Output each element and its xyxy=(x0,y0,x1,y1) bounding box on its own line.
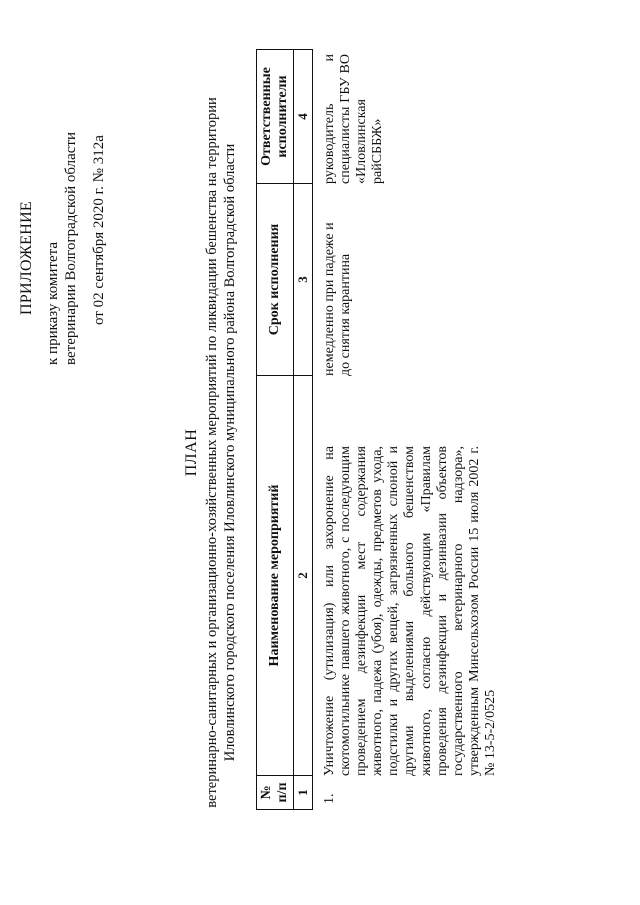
header-num: № п/п xyxy=(257,776,294,810)
row-measure-name: Уничтожение (утилизация) или захоронение на скотомогильнике павшего животного, с последующим проведением дезинфекции мест содержания животного, падежа (убоя), одежды, предметов ухода, подстилки и других вещей, загрязненных слюной и другими выделениями больного бешенством животного, согласно действующим «Правилам проведения дезинфекции и дезинвазии объектов государственного ветеринарного надзора», утвержденным Минсельхозом России 15 июля 2002 г. № 13-5-2/0525 xyxy=(322,446,498,776)
appendix-date: от 02 сентября 2020 г. № 312а xyxy=(91,135,107,325)
column-number: 2 xyxy=(294,376,313,776)
column-number: 1 xyxy=(294,776,313,810)
table-column-numbers-row xyxy=(294,50,313,810)
plan-heading xyxy=(183,0,239,905)
appendix-line-1: к приказу комитета xyxy=(45,241,61,365)
plan-subtitle-line-1: ветеринарно-санитарных и организационно-хозяйственных мероприятий по ликвидации бешенства на территории xyxy=(204,97,220,808)
appendix-title: ПРИЛОЖЕНИЕ xyxy=(18,200,35,315)
row-number: 1. xyxy=(322,793,337,804)
plan-subtitle-line-2: Иловлинского городского поселения Иловлинского муниципального района Волгоградской области xyxy=(222,143,238,762)
row-term: немедленно при падеже и до снятия карантина xyxy=(322,222,354,376)
column-number: 4 xyxy=(294,50,313,184)
table-header-row xyxy=(257,50,294,810)
appendix-line-2: ветеринарии Волгоградской области xyxy=(63,132,79,365)
plan-table xyxy=(256,49,313,810)
header-name: Наименование мероприятий xyxy=(257,376,294,776)
plan-title: ПЛАН xyxy=(183,428,200,477)
header-term: Срок исполнения xyxy=(257,184,294,376)
row-executors: руководитель и специалисты ГБУ ВО «Иловлинская райСББЖ» xyxy=(322,54,386,184)
header-executors: Ответственные исполнители xyxy=(257,50,294,184)
column-number: 3 xyxy=(294,184,313,376)
appendix-block xyxy=(18,25,108,365)
